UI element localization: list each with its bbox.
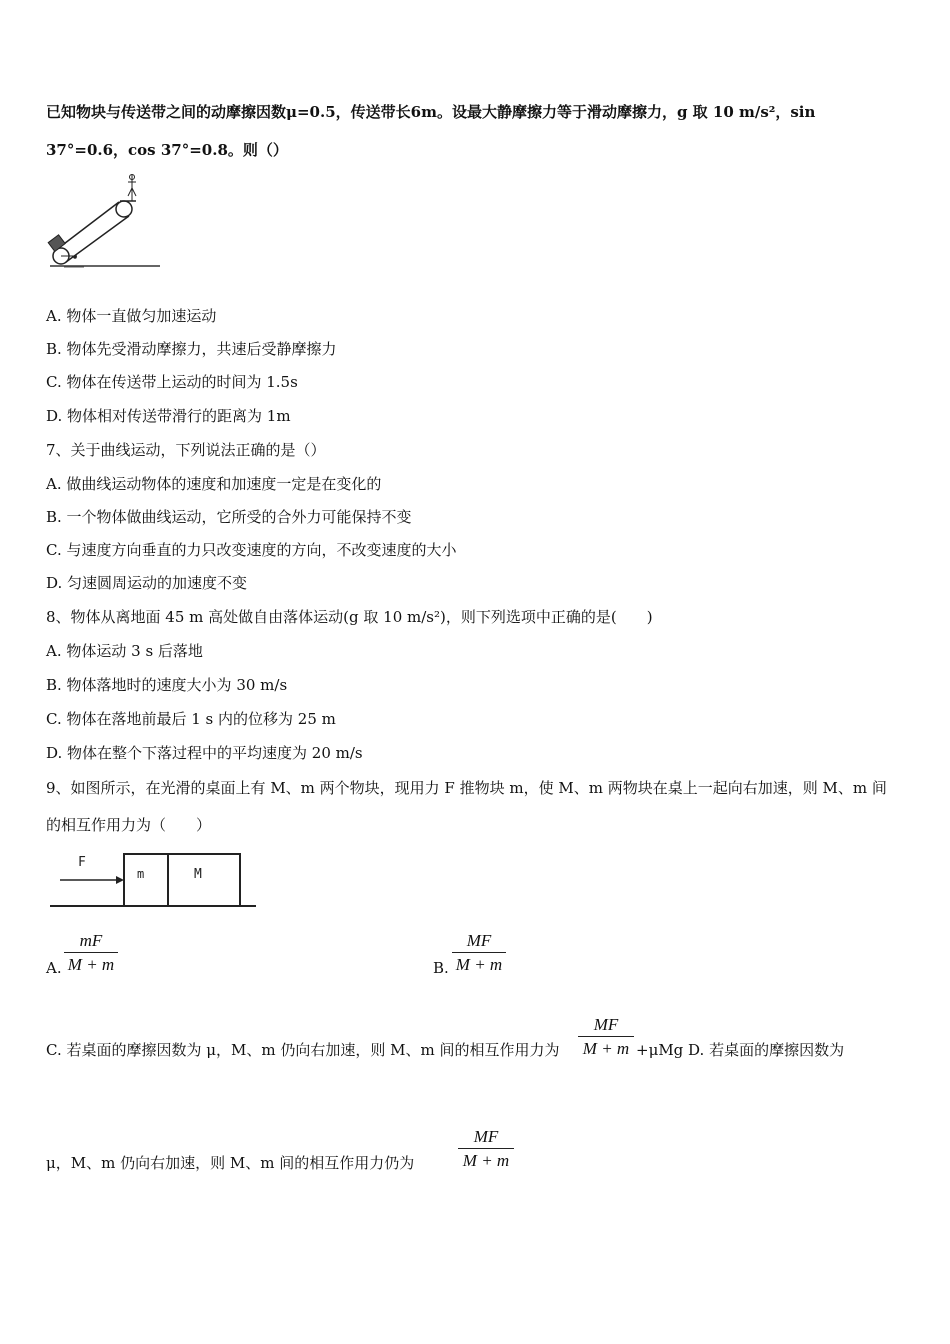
q7-option-c: C. 与速度方向垂直的力只改变速度的方向，不改变速度的大小 [46, 541, 457, 559]
q9-option-d-text: μ，M、m 仍向右加速，则 M、m 间的相互作用力仍为 [46, 1154, 415, 1172]
q7-stem: 7、关于曲线运动，下列说法正确的是（） [46, 441, 326, 459]
large-block [168, 854, 240, 906]
q6-option-b: B. 物体先受滑动摩擦力，共速后受静摩擦力 [46, 340, 337, 358]
fraction-denominator: M + m [455, 955, 503, 974]
q9-stem-line-1: 9、如图所示，在光滑的桌面上有 M、m 两个物块，现用力 F 推物块 m，使 M、m 两物块在桌上一起向右加速，则 M、m 间 [46, 779, 887, 797]
q9-stem-line-2: 的相互作用力为（ ） [46, 816, 212, 834]
q8-option-d: D. 物体在整个下落过程中的平均速度为 20 m/s [46, 744, 363, 762]
conveyor-belt-figure [44, 170, 164, 270]
fraction-numerator: MF [458, 1126, 514, 1149]
small-block-label: m [137, 867, 145, 881]
q8-stem: 8、物体从离地面 45 m 高处做自由落体运动(g 取 10 m/s²)，则下列选项中正确的是( ) [46, 608, 653, 626]
fraction-numerator: MF [578, 1014, 634, 1037]
q7-option-a: A. 做曲线运动物体的速度和加速度一定是在变化的 [46, 475, 382, 493]
q9-option-c-text: C. 若桌面的摩擦因数为 μ，M、m 仍向右加速，则 M、m 间的相互作用力为 [46, 1041, 560, 1059]
q9-option-b-fraction [452, 930, 506, 977]
large-block-label: M [194, 867, 202, 882]
small-block [124, 854, 168, 906]
intro-line-2: 37°=0.6，cos 37°=0.8。则（） [46, 141, 288, 159]
q9-option-d-fraction [458, 1126, 514, 1173]
q9-option-c-tail: +μMg D. 若桌面的摩擦因数为 [636, 1041, 845, 1059]
fraction-denominator: M + m [462, 1151, 510, 1170]
fraction-denominator: M + m [67, 955, 115, 974]
fraction-numerator: mF [64, 930, 118, 953]
q7-option-d: D. 匀速圆周运动的加速度不变 [46, 574, 248, 592]
q9-option-b-label: B. [433, 959, 449, 977]
force-label: F [78, 855, 86, 870]
q8-option-b: B. 物体落地时的速度大小为 30 m/s [46, 676, 288, 694]
fraction-denominator: M + m [582, 1039, 630, 1058]
q6-option-d: D. 物体相对传送带滑行的距离为 1m [46, 407, 291, 425]
q6-option-a: A. 物体一直做匀加速运动 [46, 307, 217, 325]
q9-option-a-fraction [64, 930, 118, 977]
q9-option-c-fraction [578, 1014, 634, 1061]
q8-option-a: A. 物体运动 3 s 后落地 [46, 642, 203, 660]
blocks-figure [48, 848, 258, 912]
fraction-numerator: MF [452, 930, 506, 953]
q9-option-a-label: A. [46, 959, 62, 977]
q7-option-b: B. 一个物体做曲线运动，它所受的合外力可能保持不变 [46, 508, 412, 526]
q6-option-c: C. 物体在传送带上运动的时间为 1.5s [46, 373, 298, 391]
q8-option-c: C. 物体在落地前最后 1 s 内的位移为 25 m [46, 710, 336, 728]
intro-line-1: 已知物块与传送带之间的动摩擦因数μ=0.5，传送带长6m。设最大静摩擦力等于滑动摩擦力，g 取 10 m/s²，sin [46, 103, 816, 121]
